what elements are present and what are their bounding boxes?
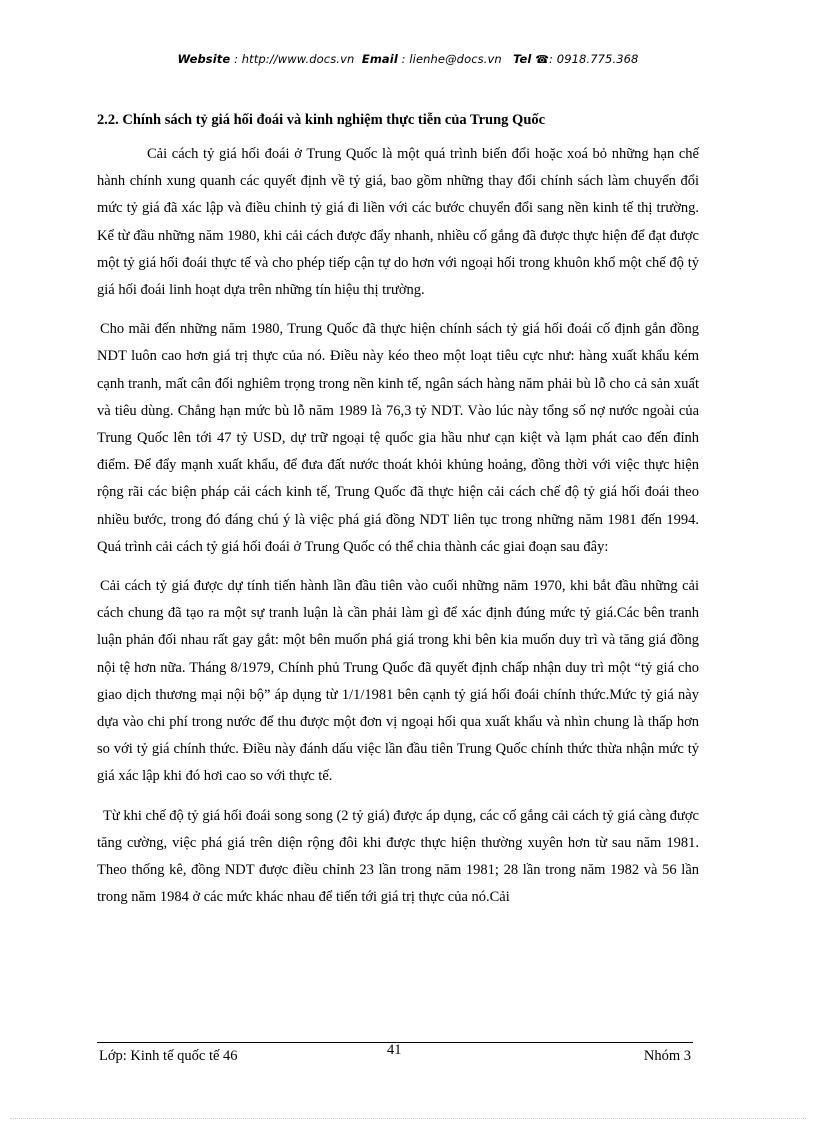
phone-icon: ☎: [535, 53, 550, 66]
document-body: [97, 112, 699, 911]
page-number: 41: [387, 1042, 402, 1058]
tel-number: : 0918.775.368: [549, 52, 639, 66]
footer-group-label: Nhóm 3: [643, 1048, 691, 1064]
email-label: Email: [361, 52, 398, 66]
section-title: 2.2. Chính sách tỷ giá hối đoái và kinh nghiệm thực tiễn của Trung Quốc: [97, 112, 546, 128]
paragraph-2: Cho mãi đến những năm 1980, Trung Quốc đã thực hiện chính sách tỷ giá hối đoái cố định gắn đồng NDT luôn cao hơn giá trị thực của nó. Điều này kéo theo một loạt tiêu cực như: hàng xuất khẩu kém cạnh tranh, mất cân đối nghiêm trọng trong nền kinh tế, ngân sách hàng năm phải bù lỗ cho cả sản xuất và tiêu dùng. Chẳng hạn mức bù lỗ năm 1989 là 76,3 tỷ NDT. Vào lúc này tổng số nợ nước ngoài của Trung Quốc lên tới 47 tỷ USD, dự trữ ngoại tệ quốc gia hầu như cạn kiệt và lạm phát cao đến đỉnh điểm. Để đẩy mạnh xuất khẩu, để đưa đất nước thoát khỏi khủng hoảng, đồng thời với việc thực hiện rộng rãi các biện pháp cải cách kinh tế, Trung Quốc đã thực hiện cải cách chế độ tỷ giá hối đoái theo nhiều bước, trong đó đáng chú ý là việc phá giá đồng NDT liên tục trong những năm 1981 đến 1994. Quá trình cải cách tỷ giá hối đoái ở Trung Quốc có thể chia thành các giai đoạn sau đây:: [97, 321, 699, 555]
page-edge-divider: [10, 1118, 806, 1119]
page-header: [0, 52, 816, 66]
website-url[interactable]: : http://www.docs.vn: [234, 52, 355, 66]
page-footer: [97, 1042, 693, 1068]
paragraph-4: Từ khi chế độ tỷ giá hối đoái song song (2 tỷ giá) được áp dụng, các cố gắng cải cách tỷ giá càng được tăng cường, việc phá giá trên diện rộng đôi khi được thực hiện thường xuyên hơn từ sau năm 1981. Theo thống kê, đồng NDT được điều chỉnh 23 lần trong năm 1981; 28 lần trong năm 1982 và 56 lần trong năm 1984 ở các mức khác nhau để tiến tới giá trị thực của nó.Cải: [97, 807, 699, 906]
tel-label: Tel: [513, 52, 532, 66]
footer-class-label: Lớp: Kinh tế quốc tế 46: [99, 1048, 238, 1064]
paragraph-1: Cải cách tỷ giá hối đoái ở Trung Quốc là một quá trình biến đổi hoặc xoá bỏ những hạn chế hành chính xung quanh các quyết định về tỷ giá, bao gồm những thay đổi chính sách làm chuyển đổi mức tỷ giá đã xác lập và điều chỉnh tỷ giá đi liền với các bước chuyển đổi sang nền kinh tế thị trường. Kể từ đầu những năm 1980, khi cải cách được đẩy nhanh, nhiều cố gắng đã được thực hiện để đạt được một tỷ giá hối đoái thực tế và cho phép tiếp cận tự do hơn với ngoại hối trong khuôn khổ một chế độ tỷ giá hối đoái linh hoạt dựa trên những tín hiệu thị trường.: [97, 146, 699, 299]
paragraph-3: Cải cách tỷ giá được dự tính tiến hành lần đầu tiên vào cuối những năm 1970, khi bắt đầu những cải cách chung đã tạo ra một sự tranh luận là cần phải làm gì để xác định đúng mức tỷ giá.Các bên tranh luận phản đối nhau rất gay gắt: một bên muốn phá giá trong khi bên kia muốn duy trì và tăng giá đồng nội tệ hơn nữa. Tháng 8/1979, Chính phủ Trung Quốc đã quyết định chấp nhận duy trì một “tỷ giá cho giao dịch thương mại nội bộ” áp dụng từ 1/1/1981 bên cạnh tỷ giá hối đoái chính thức.Mức tỷ giá này dựa vào chi phí trong nước để thu được một đơn vị ngoại hối qua xuất khẩu và nhìn chung là thấp hơn so với tỷ giá chính thức. Điều này đánh dấu việc lần đầu tiên Trung Quốc chính thức thừa nhận mức tỷ giá xác lập khi đó hơi cao so với thực tế.: [97, 578, 699, 785]
email-address[interactable]: : lienhe@docs.vn: [401, 52, 502, 66]
website-label: Website: [177, 52, 231, 66]
